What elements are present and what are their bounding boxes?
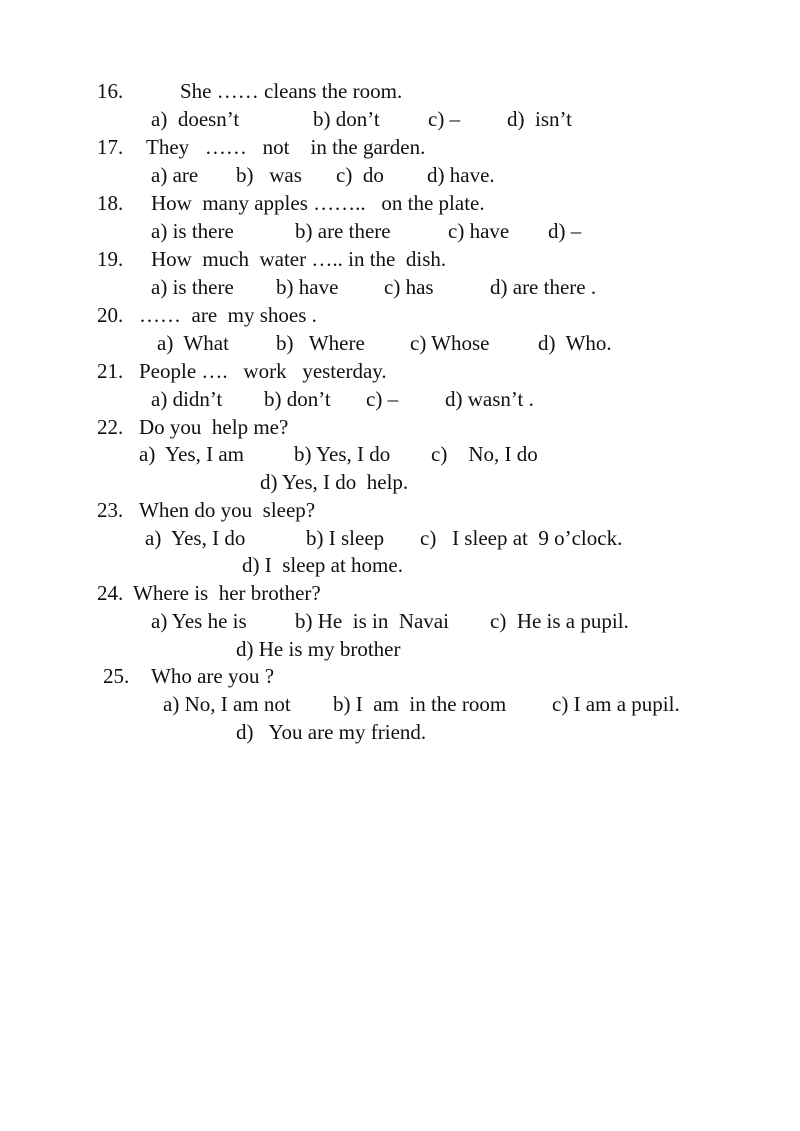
question-number: 21.: [97, 359, 124, 383]
option-c: c) –: [428, 107, 461, 131]
question-number: 16.: [97, 79, 124, 103]
option-d: d) isn’t: [507, 107, 572, 131]
question-text: Who are you ?: [151, 664, 275, 688]
question-number: 20.: [97, 303, 124, 327]
option-a: a) is there: [151, 219, 234, 243]
option-d: d) Who.: [538, 331, 612, 355]
option-b: b) I am in the room: [333, 692, 507, 716]
question-text: When do you sleep?: [139, 498, 316, 522]
option-c: c) has: [384, 275, 434, 299]
option-d: d) He is my brother: [236, 637, 401, 661]
option-d: d) You are my friend.: [236, 720, 427, 744]
option-c: c) I am a pupil.: [552, 692, 680, 716]
option-c: c) Whose: [410, 331, 490, 355]
option-b: b) have: [276, 275, 339, 299]
option-b: b) He is in Navai: [295, 609, 449, 633]
option-c: c) He is a pupil.: [490, 609, 629, 633]
option-b: b) Yes, I do: [294, 442, 391, 466]
question-number: 24.: [97, 581, 124, 605]
option-b: b) don’t: [313, 107, 380, 131]
option-d: d) Yes, I do help.: [260, 470, 409, 494]
option-b: b) are there: [295, 219, 391, 243]
question-text: Where is her brother?: [133, 581, 321, 605]
question-text: People …. work yesterday.: [139, 359, 387, 383]
option-c: c) –: [366, 387, 399, 411]
question-text: …… are my shoes .: [139, 303, 317, 327]
question-number: 22.: [97, 415, 124, 439]
option-c: c) do: [336, 163, 384, 187]
option-c: c) No, I do: [431, 442, 538, 466]
option-b: b) don’t: [264, 387, 331, 411]
option-a: a) didn’t: [151, 387, 223, 411]
question-text: She …… cleans the room.: [180, 79, 403, 103]
question-number: 19.: [97, 247, 124, 271]
question-number: 18.: [97, 191, 124, 215]
option-a: a) are: [151, 163, 199, 187]
option-a: a) Yes he is: [151, 609, 247, 633]
option-a: a) No, I am not: [163, 692, 291, 716]
option-a: a) is there: [151, 275, 234, 299]
question-text: They …… not in the garden.: [146, 135, 426, 159]
option-d: d) I sleep at home.: [242, 553, 403, 577]
option-c: c) have: [448, 219, 510, 243]
option-c: c) I sleep at 9 o’clock.: [420, 526, 623, 550]
option-d: d) –: [548, 219, 582, 243]
option-a: a) doesn’t: [151, 107, 240, 131]
option-d: d) are there .: [490, 275, 597, 299]
option-b: b) Where: [276, 331, 365, 355]
question-text: How many apples …….. on the plate.: [151, 191, 485, 215]
question-text: Do you help me?: [139, 415, 289, 439]
question-number: 17.: [97, 135, 124, 159]
option-a: a) What: [157, 331, 229, 355]
option-a: a) Yes, I am: [139, 442, 244, 466]
option-b: b) was: [236, 163, 302, 187]
option-a: a) Yes, I do: [145, 526, 246, 550]
option-b: b) I sleep: [306, 526, 385, 550]
option-d: d) have.: [427, 163, 495, 187]
question-number: 23.: [97, 498, 124, 522]
question-text: How much water ….. in the dish.: [151, 247, 447, 271]
question-number: 25.: [103, 664, 130, 688]
option-d: d) wasn’t .: [445, 387, 534, 411]
